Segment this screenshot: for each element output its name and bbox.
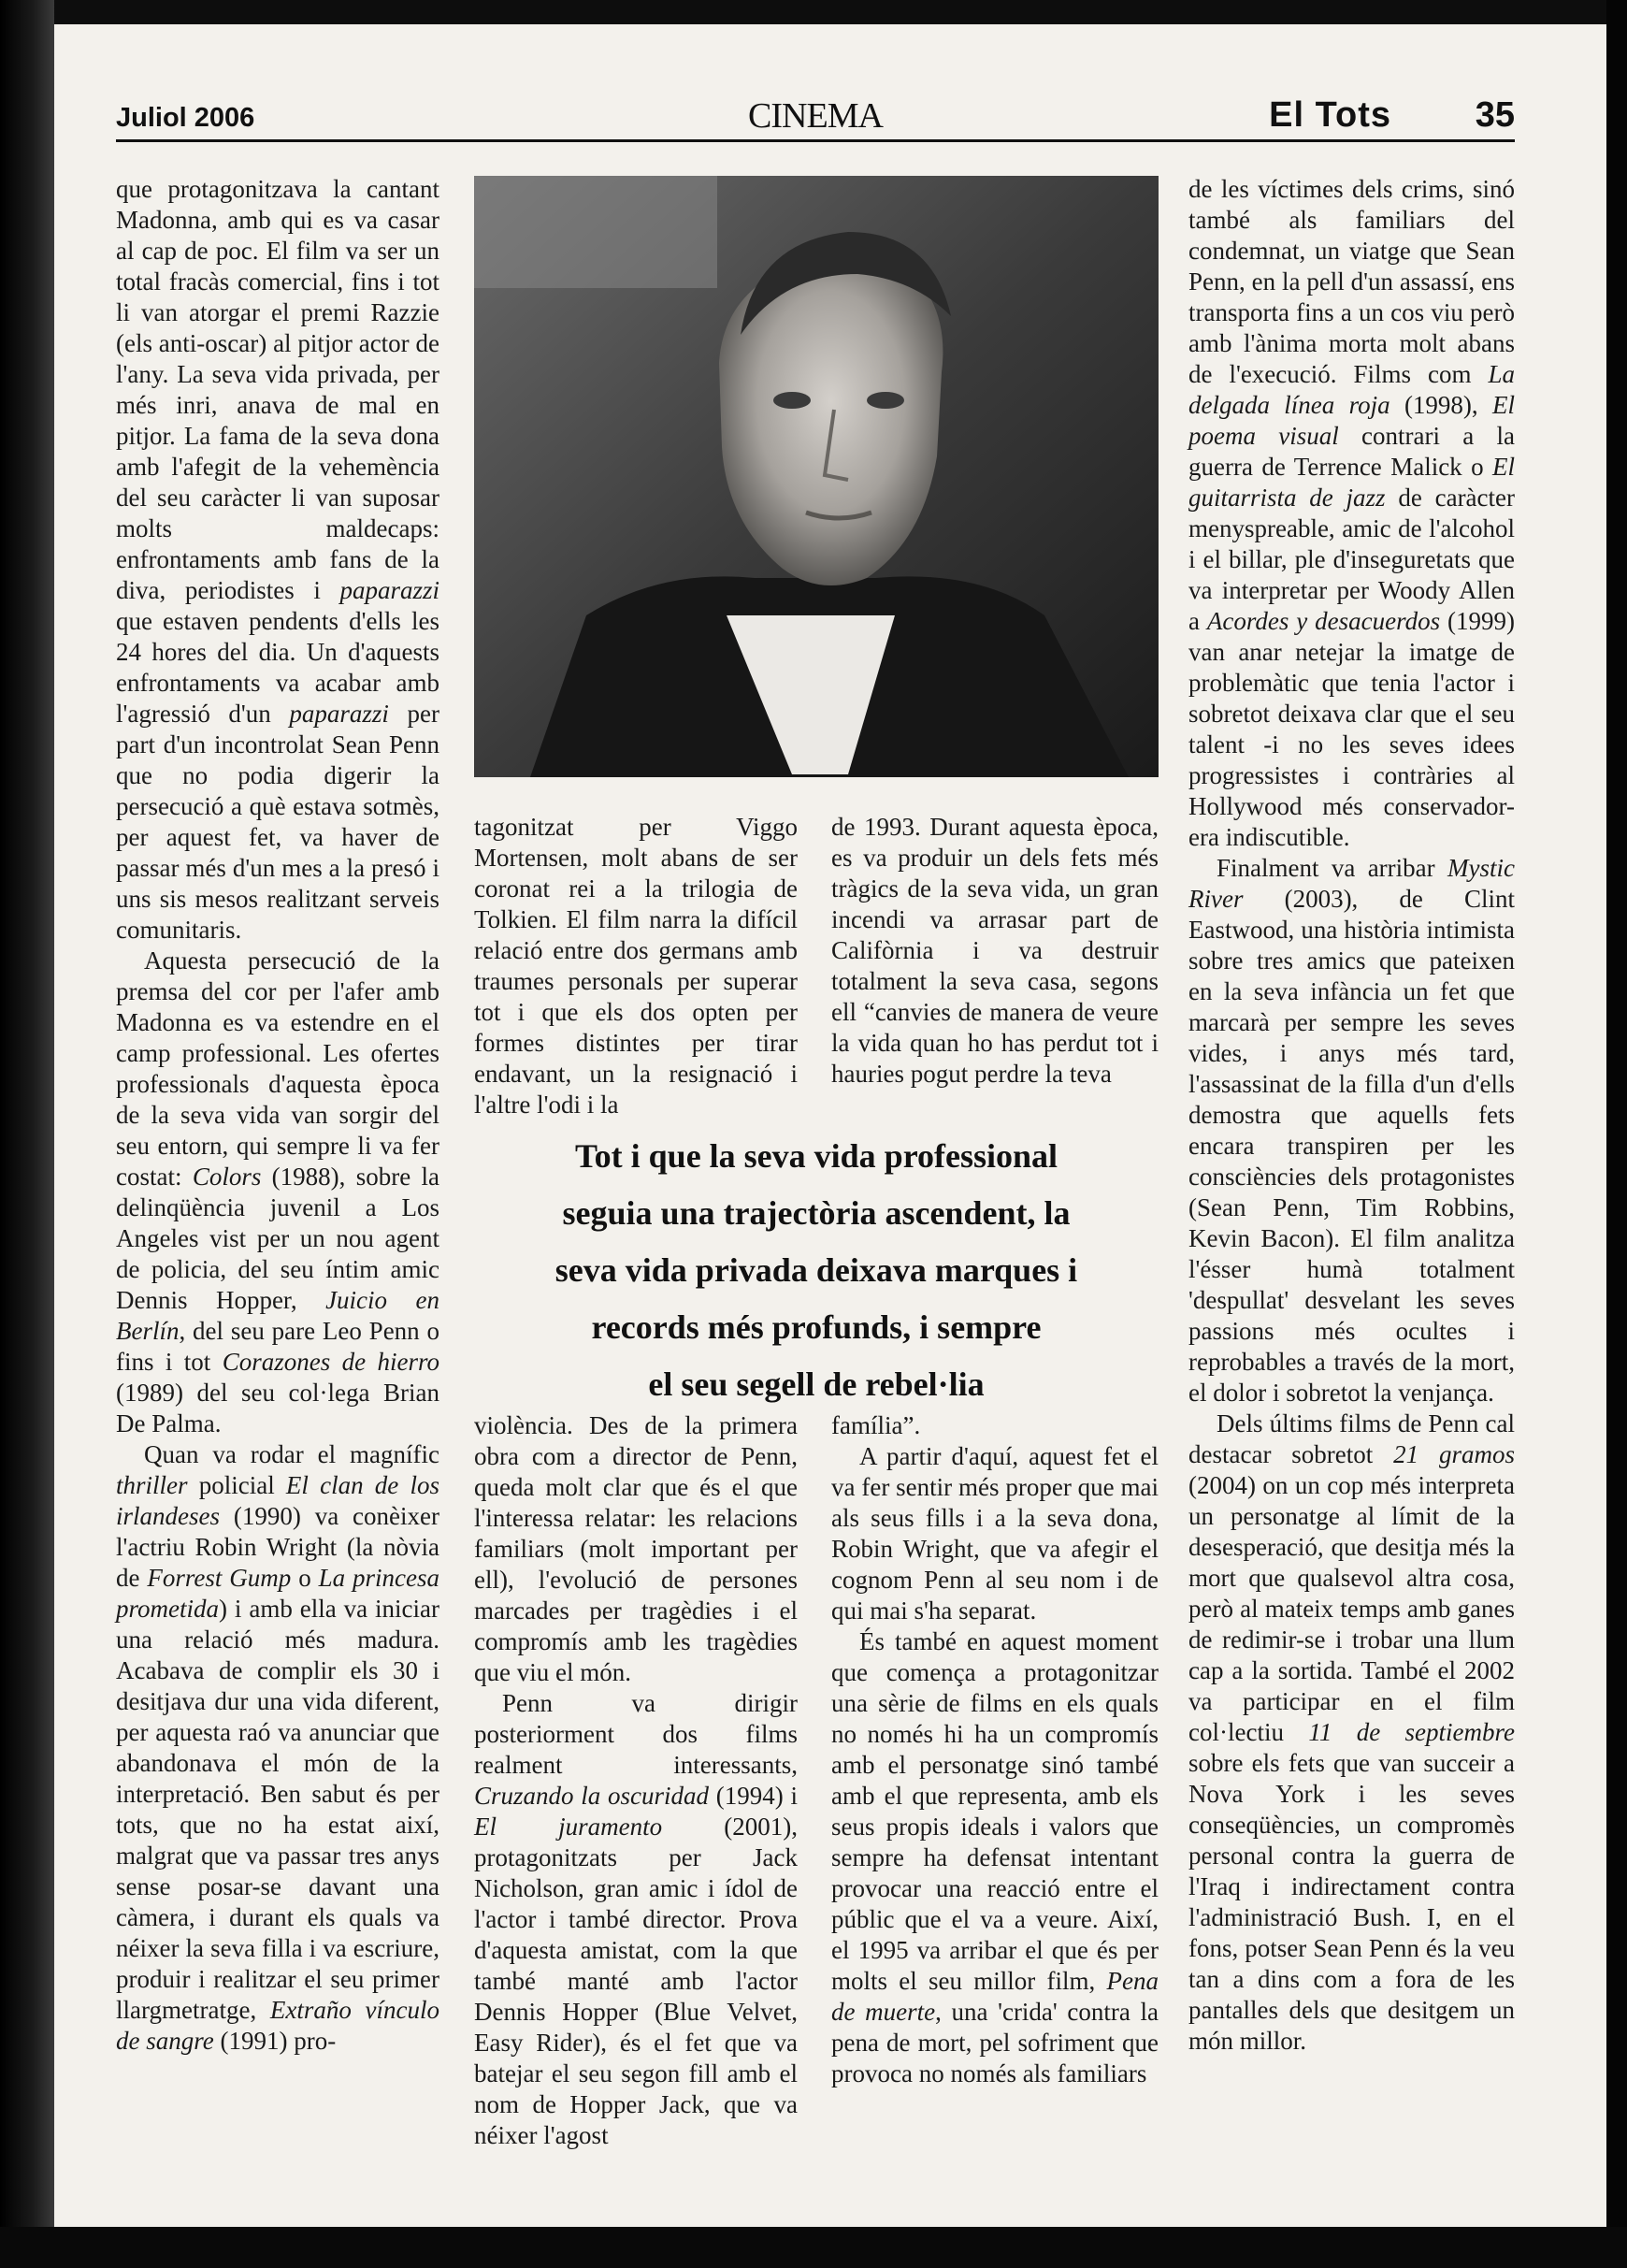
pull-quote-line: el seu segell de rebel·lia [648,1365,985,1403]
article-column-2-bottom [474,1410,798,2151]
portrait-photo-icon [474,176,1159,777]
article-paragraph: tagonitzat per Viggo Mortensen, molt abans de ser coronat rei a la trilogia de Tolkien. El film narra la difícil relació entre dos germans amb traumes personals per superar tot i que els dos opten per formes distintes per tirar endavant, un la resignació i l'altre l'odi i la [474,813,798,1119]
article-paragraph: que protagonitzava la cantant Madonna, amb qui es va casar al cap de poc. El film va ser un total fracàs comercial, fins i tot li van atorgar el premi Razzie (els anti-oscar) al pitjor actor de l'any. La seva vida privada, per més inri, anava de mal en pitjor. La fama de la seva dona amb l'afegit de la vehemència del seu caràcter li van suposar molts maldecaps: enfrontaments amb fans de la diva, periodistes i paparazzi que estaven pendents d'ells les 24 hores del dia. Un d'aquests enfrontaments va acabar amb l'agressió d'un paparazzi per part d'un incontrolat Sean Penn que no podia digerir la persecució a què estava sotmès, per aquest fet, va haver de passar més d'un mes a la presó i uns sis mesos realitzant serveis comunitaris. [116,175,439,944]
article-paragraph: família”. [831,1411,921,1439]
page-number: 35 [1475,95,1515,135]
article-column-3-bottom [831,1410,1159,2089]
section-title: CINEMA [748,96,883,136]
article-paragraph: A partir d'aquí, aquest fet el va fer sentir més proper que mai als seus fills i a la seva dona, Robin Wright, que va afegir el cognom Penn al seu nom i de qui mai s'ha separat. [831,1442,1159,1625]
article-paragraph: Finalment va arribar Mystic River (2003), de Clint Eastwood, una història intimista sobre tres amics que pateixen en la seva infància un fet que marcarà per sempre les seves vides, i anys més tard, l'assassinat de la filla d'un d'ells demostra que aquells fets encara transpiren per les consciències dels protagonistes (Sean Penn, Tim Robbins, Kevin Bacon). El film analitza l'ésser humà totalment 'despullat' desvelant les seves passions més ocultes i reprobables a través de la mort, el dolor i sobretot la venjança. [1188,854,1515,1407]
article-paragraph: Aquesta persecució de la premsa del cor per l'afer amb Madonna es va estendre en el camp professional. Les ofertes professionals d'aquesta època de la seva vida van sorgir del seu entorn, qui sempre li va fer costat: Colors (1988), sobre la delinqüència juvenil a Los Angeles vist per un nou agent de policia, del seu íntim amic Dennis Hopper, Juicio en Berlín, del seu pare Leo Penn o fins i tot Corazones de hierro (1989) del seu col·lega Brian De Palma. [116,946,440,1437]
article-column-2-top [474,812,798,1120]
pull-quote-line: records més profunds, i sempre [591,1308,1042,1346]
article-column-1 [116,174,439,2057]
article-paragraph: Quan va rodar el magnífic thriller policial El clan de los irlandeses (1990) va conèixer l'actriu Robin Wright (la nòvia de Forrest Gump o La princesa prometida) i amb ella va iniciar una relació més madura. Acabava de complir els 30 i desitjava dur una vida diferent, per aquesta raó va anunciar que abandonava el món de la interpretació. Ben sabut és per tots, que no ha estat així, malgrat que va passar tres anys sense posar-se davant una càmera, i durant els quals va néixer la seva filla i va escriure, produir i realitzar el seu primer llargmetratge, Extraño vínculo de sangre (1991) pro- [116,1440,440,2055]
publication-name: El Tots [1269,95,1391,135]
portrait-photo-icon [474,176,1159,777]
pull-quote-line: seva vida privada deixava marques i [554,1251,1078,1289]
article-paragraph: de les víctimes dels crims, sinó també als familiars del condemnat, un viatge que Sean Penn, en la pell d'un assassí, ens transporta fins a un cos viu però amb l'ànima morta molt abans de l'execució. Films com La delgada línea roja (1998), El poema visual contrari a la guerra de Terrence Malick o El guitarrista de jazz de caràcter menyspreable, amic de l'alcohol i el billar, ple d'inseguretats que va interpretar per Woody Allen a Acordes y desacuerdos (1999) van anar netejar la imatge de problemàtic que tenia l'actor i sobretot deixava clar que el seu talent -i no les seves idees progressistes i contràries al Hollywood més conservador- era indiscutible. [1188,175,1516,851]
article-paragraph: de 1993. Durant aquesta època, es va produir un dels fets més tràgics de la seva vida, un gran incendi va arrasar part de Califòrnia i va destruir totalment la seva casa, segons ell “canvies de manera de veure la vida quan ho has perdut tot i hauries pogut perdre la teva [831,813,1159,1088]
pull-quote [474,1128,1159,1413]
issue-date: Juliol 2006 [116,103,255,133]
article-column-3-top [831,812,1159,1090]
scan-edge [1606,0,1627,2268]
article-column-4 [1188,174,1515,2057]
article-paragraph: Penn va dirigir posteriorment dos films realment interessants, Cruzando la oscuridad (1994) i El juramento (2001), protagonitzats per Jack Nicholson, gran amic i ídol de l'actor i també director. Prova d'aquesta amistat, com la que també manté amb l'actor Dennis Hopper (Blue Velvet, Easy Rider), és el fet que va batejar el seu segon fill amb el nom de Hopper Jack, que va néixer l'agost [474,1689,799,2149]
scan-bottom-edge [0,2227,1627,2268]
header-rule [116,139,1515,142]
binding-gutter [0,0,54,2268]
page-header [116,94,1515,138]
article-paragraph: És també en aquest moment que comença a protagonitzar una sèrie de films en els quals no només hi ha un compromís amb el personatge sinó també amb el que representa, amb els seus propis ideals i valors que sempre ha defensat intentant provocar una reacció entre el públic que el va a veure. Així, el 1995 va arribar el que és per molts el seu millor film, Pena de muerte, una 'crida' contra la pena de mort, pel sofriment que provoca no només als familiars [831,1627,1159,2087]
article-paragraph: Dels últims films de Penn cal destacar sobretot 21 gramos (2004) on un cop més interpreta un personatge al límit de la desesperació, que desitja més la mort que qualsevol altra cosa, però al mateix temps amb ganes de redimir-se i trobar una llum cap a la sortida. També el 2002 va participar en el film col·lectiu 11 de septiembre sobre els fets que van succeir a Nova York i les seves conseqüències, un compromès personal contra la guerra de l'Iraq i indirectament contra l'administració Bush. I, en el fons, potser Sean Penn és la veu tan a dins com a fora de les pantalles dels que desitgem un món millor. [1188,1409,1516,2055]
article-paragraph: violència. Des de la primera obra com a director de Penn, queda molt clar que és el que l'interessa relatar: les relacions familiars (molt important per ell), l'evolució de persones marcades per tragèdies i el compromís amb les tragèdies que viu el món. [474,1411,798,1686]
pull-quote-line: seguia una trajectòria ascendent, la [562,1194,1071,1232]
pull-quote-line: Tot i que la seva vida professional [574,1137,1058,1175]
